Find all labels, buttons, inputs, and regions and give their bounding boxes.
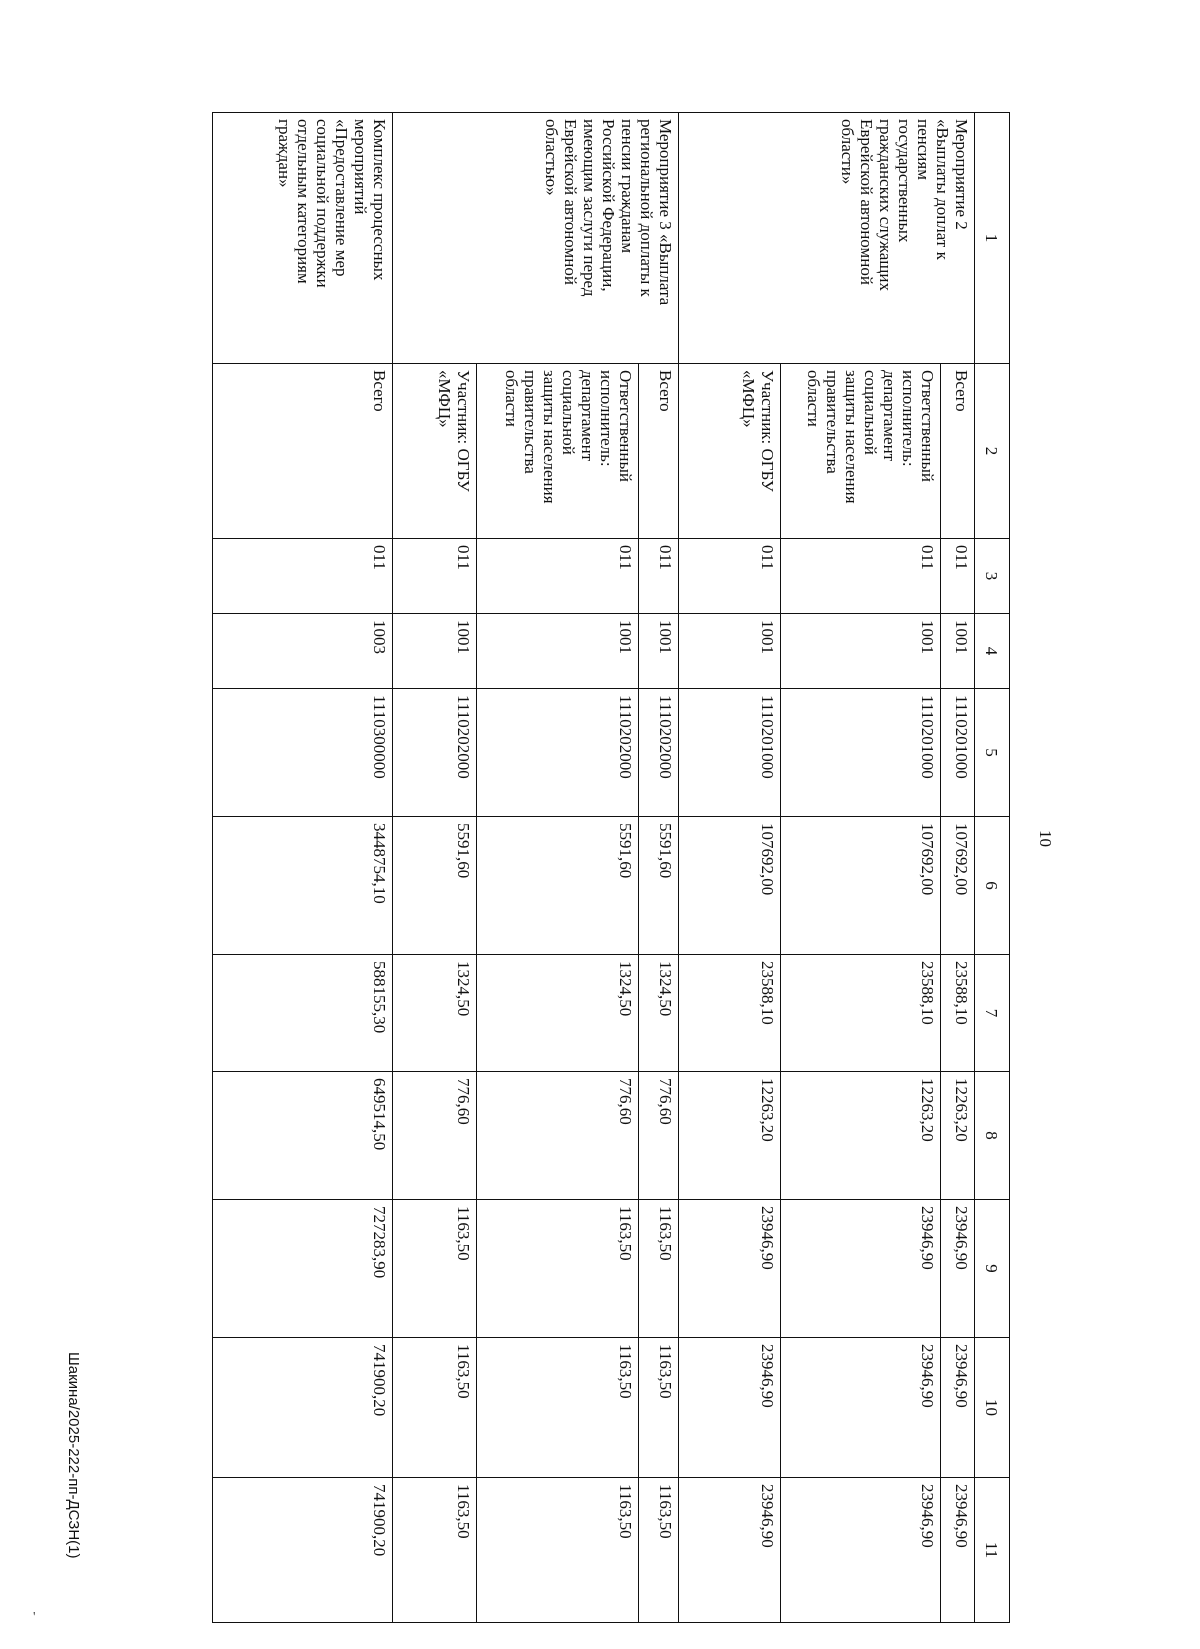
- col-header-1: 1: [975, 113, 1010, 364]
- value-cell: 741900,20: [213, 1478, 393, 1623]
- value-cell: 23946,90: [941, 1200, 975, 1338]
- value-cell: 3448754,10: [213, 817, 393, 955]
- value-cell: 776,60: [477, 1072, 639, 1200]
- csr-cell: 1110202000: [639, 689, 679, 817]
- value-cell: 23946,90: [781, 1200, 941, 1338]
- col-header-6: 6: [975, 817, 1010, 955]
- value-cell: 23946,90: [679, 1338, 781, 1478]
- grbs-cell: 011: [679, 539, 781, 614]
- role-cell: Участник: ОГБУ «МФЦ»: [679, 364, 781, 539]
- value-cell: 1163,50: [639, 1200, 679, 1338]
- table-row: [213, 113, 393, 1623]
- grbs-cell: 011: [213, 539, 393, 614]
- col-header-2: 2: [975, 364, 1010, 539]
- value-cell: 23588,10: [679, 955, 781, 1072]
- value-cell: 23946,90: [941, 1338, 975, 1478]
- section-cell: 1001: [781, 614, 941, 689]
- value-cell: 23946,90: [781, 1338, 941, 1478]
- value-cell: 776,60: [639, 1072, 679, 1200]
- col-header-7: 7: [975, 955, 1010, 1072]
- csr-cell: 1110202000: [393, 689, 477, 817]
- section-cell: 1001: [393, 614, 477, 689]
- value-cell: 23946,90: [781, 1478, 941, 1623]
- value-cell: 12263,20: [941, 1072, 975, 1200]
- role-cell: Всего: [941, 364, 975, 539]
- col-header-4: 4: [975, 614, 1010, 689]
- value-cell: 5591,60: [639, 817, 679, 955]
- value-cell: 1163,50: [393, 1200, 477, 1338]
- value-cell: 1163,50: [477, 1338, 639, 1478]
- section-cell: 1003: [213, 614, 393, 689]
- header-row: [975, 113, 1010, 1623]
- col-header-11: 11: [975, 1478, 1010, 1623]
- value-cell: 23588,10: [941, 955, 975, 1072]
- table-row: [639, 113, 679, 1623]
- value-cell: 1163,50: [393, 1478, 477, 1623]
- value-cell: 741900,20: [213, 1338, 393, 1478]
- budget-table: [212, 112, 1010, 1623]
- grbs-cell: 011: [941, 539, 975, 614]
- col-header-5: 5: [975, 689, 1010, 817]
- section-cell: 1001: [639, 614, 679, 689]
- value-cell: 5591,60: [477, 817, 639, 955]
- section-cell: 1001: [679, 614, 781, 689]
- value-cell: 12263,20: [781, 1072, 941, 1200]
- role-cell: Всего: [639, 364, 679, 539]
- measure-name-cell: Комплекс процессных мероприятий «Предоставление мер социальной поддержки отдельным категориям граждан»: [213, 113, 393, 364]
- value-cell: 1324,50: [639, 955, 679, 1072]
- value-cell: 107692,00: [941, 817, 975, 955]
- value-cell: 1163,50: [477, 1200, 639, 1338]
- measure-name-cell: Мероприятие 3 «Выплата региональной доплаты к пенсии гражданам Российской Федерации, имеющим заслуги перед Еврейской автономной областью»: [393, 113, 679, 364]
- value-cell: 107692,00: [781, 817, 941, 955]
- value-cell: 107692,00: [679, 817, 781, 955]
- csr-cell: 1110202000: [477, 689, 639, 817]
- value-cell: 776,60: [393, 1072, 477, 1200]
- role-cell: Всего: [213, 364, 393, 539]
- col-header-10: 10: [975, 1338, 1010, 1478]
- page-number: 10: [1036, 830, 1055, 847]
- value-cell: 23946,90: [679, 1478, 781, 1623]
- section-cell: 1001: [477, 614, 639, 689]
- value-cell: 5591,60: [393, 817, 477, 955]
- measure-name-cell: Мероприятие 2 «Выплаты доплат к пенсиям государственных гражданских служащих Еврейской автономной области»: [679, 113, 975, 364]
- value-cell: 649514,50: [213, 1072, 393, 1200]
- rotated-table-container: [105, 112, 1010, 1622]
- col-header-3: 3: [975, 539, 1010, 614]
- value-cell: 1324,50: [393, 955, 477, 1072]
- csr-cell: 1110201000: [679, 689, 781, 817]
- value-cell: 1324,50: [477, 955, 639, 1072]
- grbs-cell: 011: [781, 539, 941, 614]
- value-cell: 12263,20: [679, 1072, 781, 1200]
- value-cell: 588155,30: [213, 955, 393, 1072]
- grbs-cell: 011: [639, 539, 679, 614]
- value-cell: 727283,90: [213, 1200, 393, 1338]
- csr-cell: 1110201000: [941, 689, 975, 817]
- col-header-9: 9: [975, 1200, 1010, 1338]
- document-code-footer: Шакина/2025-222-пп-ДСЗН(1): [65, 1352, 82, 1559]
- value-cell: 23946,90: [679, 1200, 781, 1338]
- value-cell: 23946,90: [941, 1478, 975, 1623]
- section-cell: 1001: [941, 614, 975, 689]
- csr-cell: 1110201000: [781, 689, 941, 817]
- grbs-cell: 011: [477, 539, 639, 614]
- value-cell: 1163,50: [639, 1478, 679, 1623]
- role-cell: Участник: ОГБУ «МФЦ»: [393, 364, 477, 539]
- table-row: [941, 113, 975, 1623]
- value-cell: 23588,10: [781, 955, 941, 1072]
- role-cell: Ответственный исполнитель: департамент социальной защиты населения правительства области: [477, 364, 639, 539]
- col-header-8: 8: [975, 1072, 1010, 1200]
- csr-cell: 1110300000: [213, 689, 393, 817]
- value-cell: 1163,50: [477, 1478, 639, 1623]
- value-cell: 1163,50: [639, 1338, 679, 1478]
- grbs-cell: 011: [393, 539, 477, 614]
- value-cell: 1163,50: [393, 1338, 477, 1478]
- scan-mark: ': [33, 1610, 36, 1625]
- role-cell: Ответственный исполнитель: департамент социальной защиты населения правительства области: [781, 364, 941, 539]
